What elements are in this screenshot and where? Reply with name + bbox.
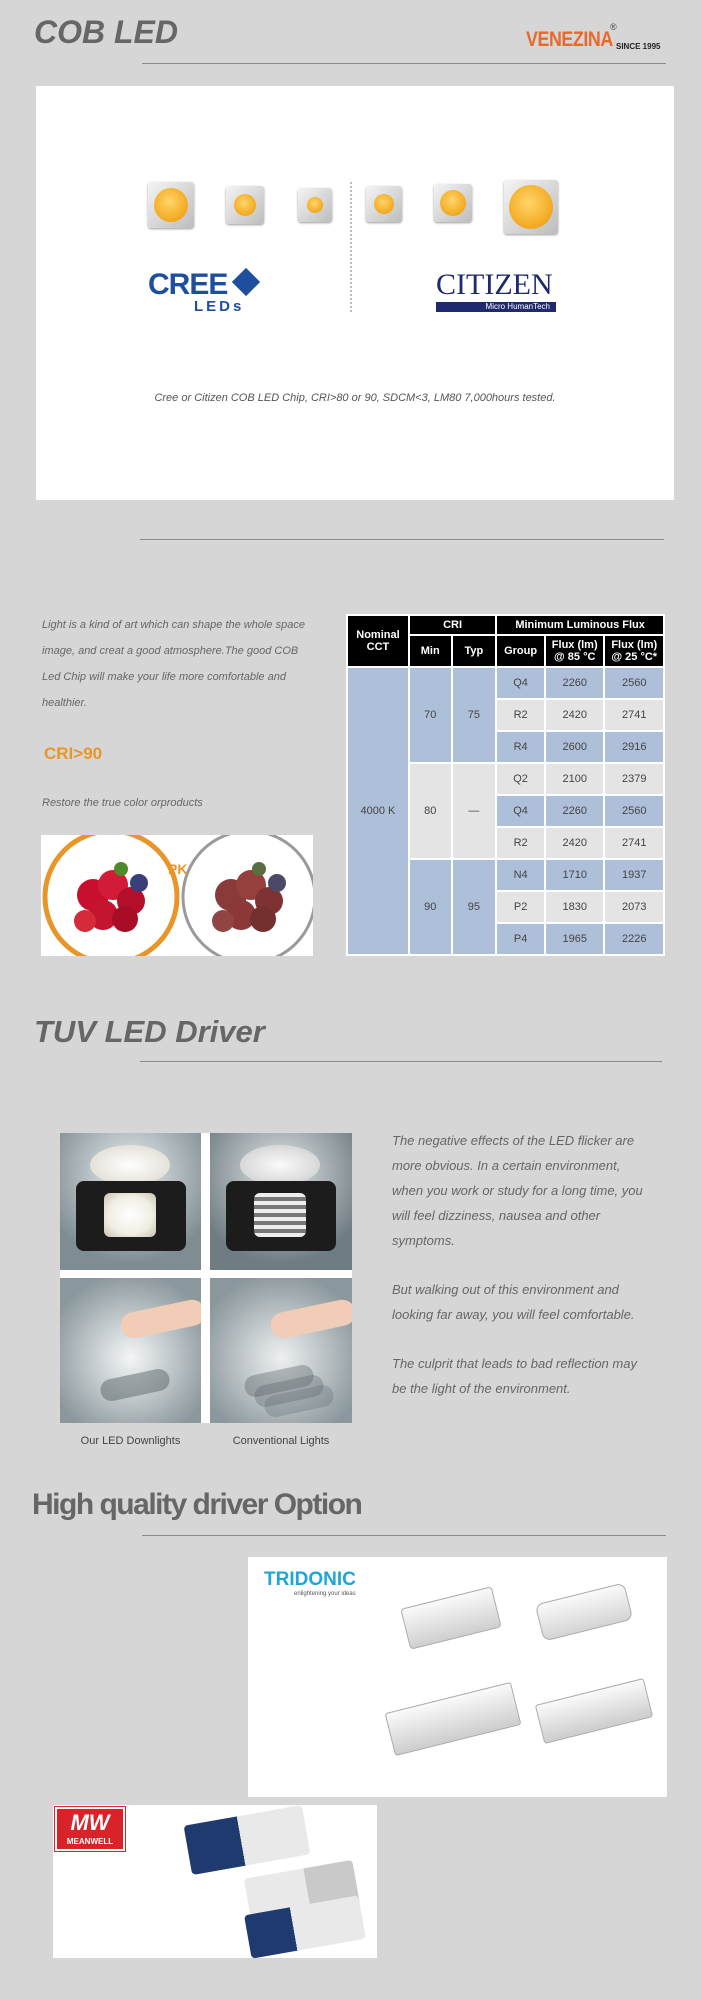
table-cell: Q4 (496, 667, 545, 699)
table-cell: 1710 (545, 859, 604, 891)
table-cell: 2100 (545, 763, 604, 795)
cob-chip-panel (36, 86, 674, 500)
cree-chip-large (148, 182, 194, 228)
meanwell-logo-text: MEANWELL (66, 1837, 114, 1846)
cell-min: 70 (409, 667, 452, 763)
brand-name: VENEZINA (526, 28, 613, 51)
table-cell: N4 (496, 859, 545, 891)
driver-box-2 (535, 1582, 633, 1641)
header-rule (142, 63, 666, 64)
table-cell: R2 (496, 827, 545, 859)
table-cell: 2560 (604, 795, 664, 827)
table-cell: 2420 (545, 827, 604, 859)
brand-since: SINCE 1995 (616, 42, 661, 51)
table-cell: P2 (496, 891, 545, 923)
cri-intro: Light is a kind of art which can shape the whole space image, and creat a good atmosphere.The good COB Led Chip will make your life more comfortable and healthier. (42, 619, 305, 709)
tuv-paragraph-3: The culprit that leads to bad reflection may be the light of the environment. (392, 1356, 637, 1396)
cree-chip-small (298, 188, 332, 222)
pk-label: PK (168, 861, 188, 877)
brand-divider (350, 182, 352, 312)
table-cell: P4 (496, 923, 545, 955)
th-nominal-cct: Nominal CCT (347, 615, 409, 667)
cob-caption: Cree or Citizen COB LED Chip, CRI>80 or 90, SDCM<3, LM80 7,000hours tested. (154, 392, 556, 404)
table-cell: 1937 (604, 859, 664, 891)
table-cell: R4 (496, 731, 545, 763)
th-cri: CRI (409, 615, 496, 635)
driver-rule (142, 1535, 666, 1536)
cri-restore-text: Restore the true color orproducts (42, 797, 203, 809)
table-cell: 2741 (604, 827, 664, 859)
tridonic-tagline: enlightening your ideas (294, 1591, 356, 1597)
citizen-logo-text: CITIZEN (436, 268, 553, 301)
tuv-paragraph-2: But walking out of this environment and looking far away, you will feel comfortable. (392, 1282, 635, 1322)
th-min: Min (409, 635, 452, 667)
tuv-title: TUV LED Driver (34, 1014, 265, 1049)
tridonic-panel (248, 1557, 667, 1797)
label-our-led: Our LED Downlights (80, 1435, 181, 1447)
cell-typ: 75 (452, 667, 497, 763)
brand-logo (526, 22, 661, 52)
fresh-berries-icon (74, 862, 148, 932)
hand-icon (268, 1297, 352, 1340)
meanwell-panel (53, 1805, 377, 1958)
driver-box-4 (535, 1678, 653, 1744)
cree-diamond-icon (232, 268, 260, 296)
page-title: COB LED (34, 14, 178, 50)
table-cell: 1830 (545, 891, 604, 923)
meanwell-logo-mark: MW (70, 1810, 110, 1835)
tridonic-logo: TRIDONIC (264, 1569, 356, 1590)
th-group: Group (496, 635, 545, 667)
label-conventional: Conventional Lights (232, 1435, 330, 1447)
table-cell: 2379 (604, 763, 664, 795)
table-cell: Q2 (496, 763, 545, 795)
th-flux-25: Flux (lm) @ 25 °C* (604, 635, 664, 667)
table-cell: 2741 (604, 699, 664, 731)
citizen-chip-large (504, 180, 558, 234)
citizen-chip-medium (434, 184, 472, 222)
hand-icon (118, 1297, 201, 1340)
th-flux-85: Flux (lm) @ 85 °C (545, 635, 604, 667)
cri-heading: CRI>90 (44, 744, 103, 763)
cree-logo-text: CREE (148, 268, 228, 301)
tuv-paragraph-1: The negative effects of the LED flicker are more obvious. In a certain environment, when you work or study for a long time, you will feel dizziness, nausea and other symptoms. (392, 1133, 643, 1248)
table-cell: 2420 (545, 699, 604, 731)
tuv-rule (140, 1061, 662, 1062)
cree-logo (148, 268, 244, 315)
cree-chip-medium (226, 186, 264, 224)
table-cell: 2073 (604, 891, 664, 923)
th-min-flux: Minimum Luminous Flux (496, 615, 664, 635)
th-typ: Typ (452, 635, 497, 667)
hand-conventional-photo (210, 1278, 352, 1423)
brand-mark: ® (610, 22, 617, 32)
driver-box-1 (400, 1586, 501, 1649)
table-cell: 2260 (545, 667, 604, 699)
cell-min: 80 (409, 763, 452, 859)
camera-conventional-photo (210, 1133, 352, 1270)
table-cell: 2600 (545, 731, 604, 763)
table-cell: 1965 (545, 923, 604, 955)
citizen-logo (436, 270, 556, 312)
citizen-chip-small (366, 186, 402, 222)
section-rule-2 (140, 539, 664, 540)
camera-led-photo (60, 1133, 201, 1270)
table-cell: 2260 (545, 795, 604, 827)
cell-cct: 4000 K (347, 667, 409, 955)
table-cell: 2226 (604, 923, 664, 955)
table-cell: 2916 (604, 731, 664, 763)
cree-logo-sub: LEDs (194, 298, 245, 315)
citizen-logo-sub: Micro HumanTech (436, 302, 556, 312)
table-cell: R2 (496, 699, 545, 731)
dull-berries-icon (212, 862, 286, 932)
meanwell-driver-1 (184, 1805, 311, 1875)
cell-typ: 95 (452, 859, 497, 955)
flicker-comparison-grid (60, 1133, 352, 1423)
meanwell-logo (55, 1807, 125, 1851)
driver-box-3 (385, 1682, 522, 1756)
berries-illustration (41, 835, 313, 956)
driver-title: High quality driver Option (32, 1488, 362, 1521)
berries-comparison-image (41, 835, 313, 956)
table-cell: Q4 (496, 795, 545, 827)
table-cell: 2560 (604, 667, 664, 699)
cell-min: 90 (409, 859, 452, 955)
cell-typ: — (452, 763, 497, 859)
hand-led-photo (60, 1278, 201, 1423)
cri-flux-table (346, 614, 665, 956)
